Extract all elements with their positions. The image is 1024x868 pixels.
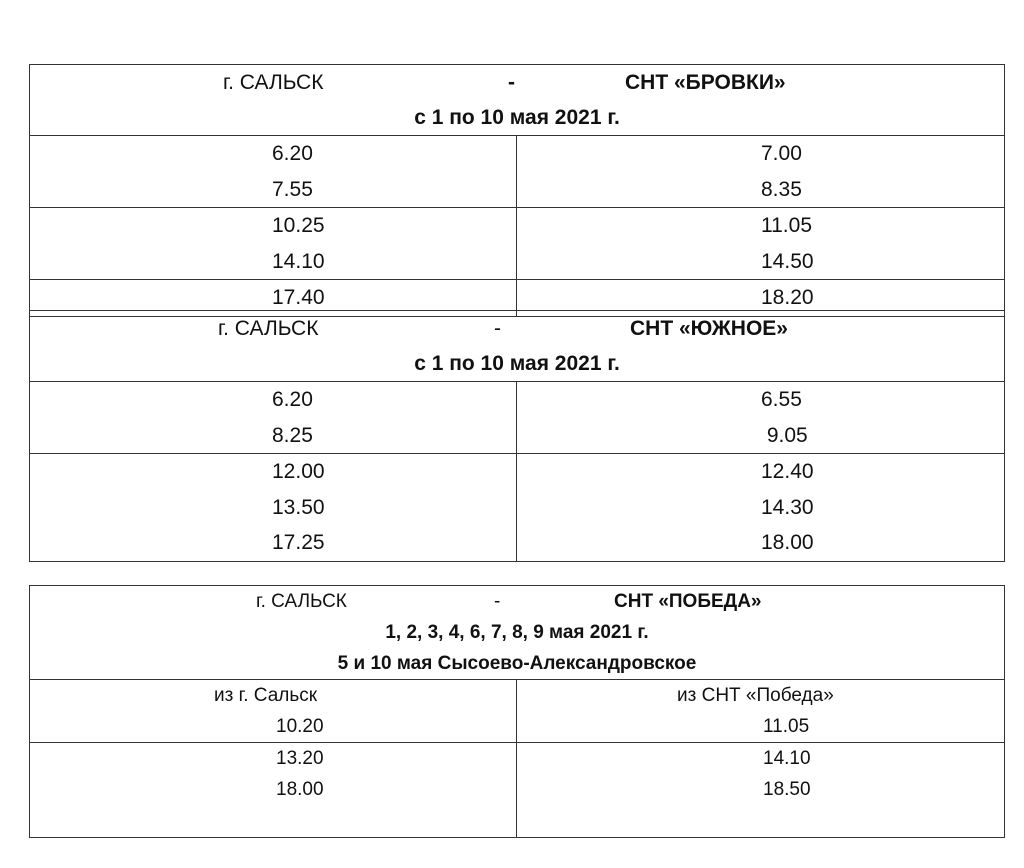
departure-column <box>30 454 517 561</box>
period-label: 1, 2, 3, 4, 6, 7, 8, 9 мая 2021 г. <box>385 622 649 643</box>
period-label: с 1 по 10 мая 2021 г. <box>414 352 620 375</box>
departure-time: 18.00 <box>276 779 324 800</box>
departure-time: 14.10 <box>272 249 325 273</box>
table-header <box>30 586 1004 680</box>
route-dash: - <box>494 590 501 612</box>
time-group <box>30 208 1004 280</box>
departure-time: 10.20 <box>276 716 324 737</box>
departure-column <box>30 743 517 837</box>
schedule-table-yuzhnoe <box>29 310 1005 562</box>
return-time: 14.50 <box>761 249 814 273</box>
schedule-table-brovki <box>29 64 1005 317</box>
return-time: 18.50 <box>763 779 811 800</box>
departure-column <box>30 136 517 207</box>
time-group <box>30 680 1004 743</box>
route-dash: - <box>494 316 501 340</box>
route-from: г. САЛЬСК <box>223 70 324 94</box>
return-column <box>517 382 1004 453</box>
time-group <box>30 743 1004 837</box>
return-column <box>517 680 1004 742</box>
return-column <box>517 208 1004 279</box>
return-time: 18.20 <box>761 286 814 309</box>
route-line <box>30 65 1004 100</box>
return-time: 11.05 <box>761 214 812 237</box>
time-group <box>30 382 1004 454</box>
column-label: из СНТ «Победа» <box>677 685 834 706</box>
period-label: с 1 по 10 мая 2021 г. <box>414 106 620 129</box>
departure-time: 12.00 <box>272 460 325 483</box>
return-time: 18.00 <box>761 531 814 554</box>
route-to: СНТ «БРОВКИ» <box>625 70 786 94</box>
return-column <box>517 743 1004 837</box>
departure-column <box>30 382 517 453</box>
route-from: г. САЛЬСК <box>256 590 347 612</box>
return-column <box>517 454 1004 561</box>
note-label: 5 и 10 мая Сысоево-Александровское <box>337 653 697 674</box>
return-time: 14.10 <box>763 748 811 769</box>
return-time: 12.40 <box>761 460 814 483</box>
time-group <box>30 136 1004 208</box>
departure-column <box>30 208 517 279</box>
route-line <box>30 586 1004 617</box>
return-time: 7.00 <box>761 142 802 165</box>
time-group <box>30 454 1004 561</box>
route-from: г. САЛЬСК <box>218 316 319 340</box>
departure-time: 13.50 <box>272 495 325 519</box>
return-time: 11.05 <box>763 716 810 737</box>
table-header <box>30 311 1004 382</box>
departure-time: 17.40 <box>272 286 325 309</box>
departure-time: 17.25 <box>272 531 325 554</box>
departure-time: 6.20 <box>272 388 313 411</box>
return-time: 8.35 <box>761 177 802 201</box>
route-dash: - <box>508 70 515 94</box>
departure-time: 6.20 <box>272 142 313 165</box>
route-to: СНТ «ПОБЕДА» <box>614 590 762 612</box>
return-time: 6.55 <box>761 388 802 411</box>
route-line <box>30 311 1004 346</box>
table-header <box>30 65 1004 136</box>
departure-time: 10.25 <box>272 214 325 237</box>
return-time: 9.05 <box>761 423 808 447</box>
departure-column <box>30 680 517 742</box>
route-to: СНТ «ЮЖНОЕ» <box>630 316 788 340</box>
return-column <box>517 136 1004 207</box>
departure-time: 7.55 <box>272 177 313 201</box>
schedule-table-pobeda <box>29 585 1005 838</box>
departure-time: 8.25 <box>272 423 313 447</box>
departure-time: 13.20 <box>276 748 324 769</box>
return-time: 14.30 <box>761 495 814 519</box>
column-label: из г. Сальск <box>214 685 318 706</box>
